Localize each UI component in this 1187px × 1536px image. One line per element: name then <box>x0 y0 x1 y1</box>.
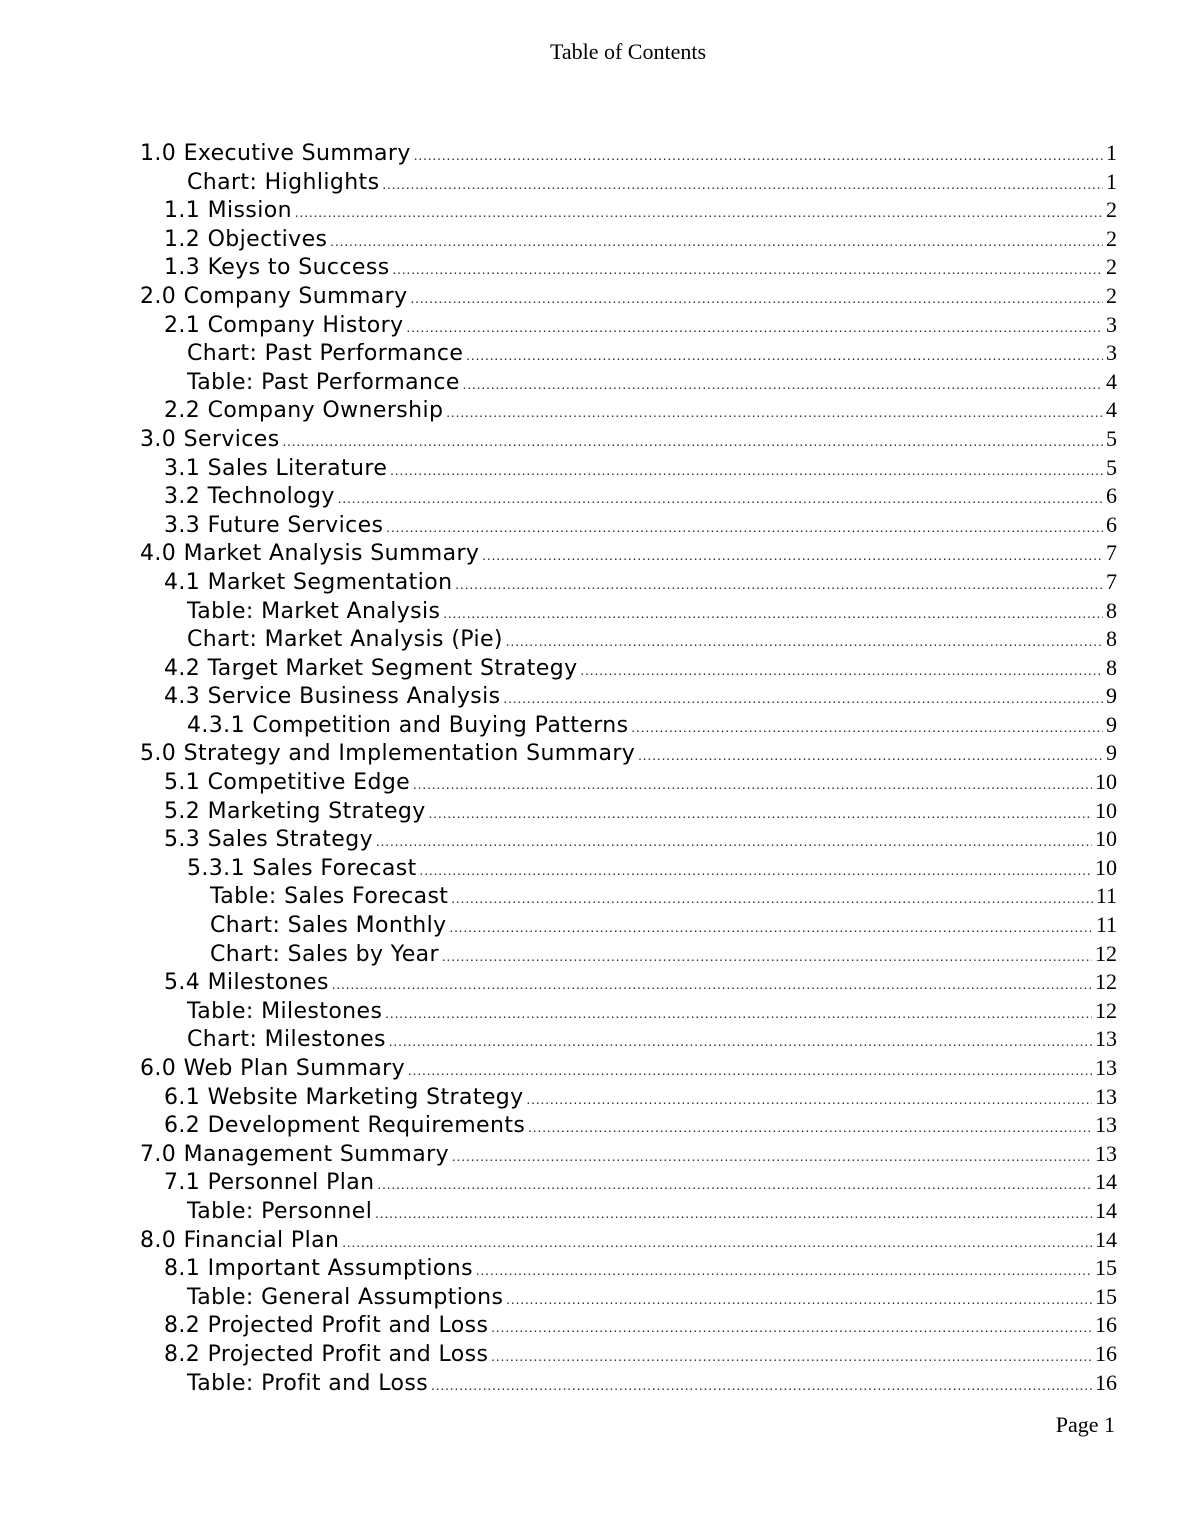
toc-entry-page-number: 12 <box>1095 940 1117 966</box>
toc-entry-label: 4.3 Service Business Analysis <box>164 684 501 710</box>
toc-entry[interactable] <box>140 569 1117 598</box>
toc-entry-label: 2.0 Company Summary <box>140 283 408 309</box>
toc-entry-label: Table: Personnel <box>187 1198 373 1224</box>
toc-entry-label: 7.1 Personnel Plan <box>164 1170 375 1196</box>
toc-entry[interactable] <box>140 397 1117 426</box>
toc-entry-page-number: 12 <box>1095 997 1117 1023</box>
dot-leader <box>385 1007 1092 1023</box>
toc-entry-page-number: 7 <box>1106 540 1117 566</box>
dot-leader <box>375 1207 1092 1223</box>
dot-leader <box>491 1321 1092 1337</box>
toc-entry[interactable] <box>140 197 1117 226</box>
dot-leader <box>446 406 1103 422</box>
toc-entry[interactable] <box>140 1341 1117 1370</box>
toc-entry-page-number: 13 <box>1095 1083 1117 1109</box>
toc-entry-label: 6.1 Website Marketing Strategy <box>164 1084 524 1110</box>
toc-entry-label: 3.0 Services <box>140 426 280 452</box>
toc-entry[interactable] <box>140 426 1117 455</box>
toc-entry[interactable] <box>140 226 1117 255</box>
toc-entry[interactable] <box>140 998 1117 1027</box>
toc-entry-label: 6.2 Development Requirements <box>164 1113 526 1139</box>
dot-leader <box>420 864 1092 880</box>
toc-entry[interactable] <box>140 1198 1117 1227</box>
toc-entry[interactable] <box>140 1169 1117 1198</box>
toc-entry[interactable] <box>140 941 1117 970</box>
toc-entry[interactable] <box>140 512 1117 541</box>
dot-leader <box>386 521 1103 537</box>
toc-entry-label: 1.0 Executive Summary <box>140 141 411 166</box>
toc-entry-page-number: 10 <box>1095 854 1117 880</box>
dot-leader <box>376 835 1092 851</box>
toc-entry-label: 1.1 Mission <box>164 198 292 224</box>
toc-entry-label: 5.0 Strategy and Implementation Summary <box>140 741 636 767</box>
toc-entry[interactable] <box>140 1026 1117 1055</box>
toc-entry[interactable] <box>140 598 1117 627</box>
toc-entry-page-number: 13 <box>1095 1112 1117 1138</box>
toc-entry-page-number: 5 <box>1106 454 1117 480</box>
toc-entry[interactable] <box>140 1312 1117 1341</box>
dot-leader <box>411 292 1103 308</box>
toc-entry-page-number: 10 <box>1095 769 1117 795</box>
toc-entry-page-number: 1 <box>1106 168 1117 194</box>
toc-entry[interactable] <box>140 655 1117 684</box>
toc-entry[interactable] <box>140 769 1117 798</box>
toc-entry[interactable] <box>140 626 1117 655</box>
toc-entry-page-number: 3 <box>1106 340 1117 366</box>
toc-entry-page-number: 6 <box>1106 483 1117 509</box>
toc-entry-label: Chart: Past Performance <box>187 341 464 367</box>
toc-entry-page-number: 9 <box>1106 711 1117 737</box>
toc-entry-label: 4.2 Target Market Segment Strategy <box>164 655 578 681</box>
toc-entry-page-number: 11 <box>1095 912 1117 938</box>
dot-leader <box>506 1293 1092 1309</box>
dot-leader <box>455 578 1103 594</box>
dot-leader <box>342 1236 1092 1252</box>
toc-entry[interactable] <box>140 254 1117 283</box>
toc-entry-page-number: 8 <box>1106 597 1117 623</box>
toc-entry[interactable] <box>140 369 1117 398</box>
toc-entry[interactable] <box>140 712 1117 741</box>
toc-entry-label: 8.1 Important Assumptions <box>164 1256 473 1282</box>
dot-leader <box>330 235 1103 251</box>
toc-entry-page-number: 12 <box>1095 969 1117 995</box>
toc-entry-label: 4.3.1 Competition and Buying Patterns <box>187 712 629 738</box>
toc-entry-page-number: 7 <box>1106 568 1117 594</box>
toc-entry[interactable] <box>140 1141 1117 1170</box>
toc-entry-page-number: 3 <box>1106 311 1117 337</box>
toc-entry-page-number: 16 <box>1095 1312 1117 1338</box>
dot-leader <box>452 1150 1092 1166</box>
dot-leader <box>390 464 1103 480</box>
toc-entry-page-number: 14 <box>1095 1169 1117 1195</box>
toc-entry[interactable] <box>140 340 1117 369</box>
dot-leader <box>389 1035 1092 1051</box>
toc-entry[interactable] <box>140 1370 1117 1399</box>
dot-leader <box>407 321 1103 337</box>
dot-leader <box>631 721 1103 737</box>
toc-entry-page-number: 4 <box>1106 368 1117 394</box>
dot-leader <box>408 1064 1092 1080</box>
toc-entry-page-number: 13 <box>1095 1026 1117 1052</box>
toc-entry[interactable] <box>140 740 1117 769</box>
toc-entry-page-number: 15 <box>1095 1255 1117 1281</box>
toc-entry-label: 3.2 Technology <box>164 484 335 510</box>
dot-leader <box>466 349 1103 365</box>
toc-entry-page-number: 5 <box>1106 425 1117 451</box>
toc-entry-page-number: 9 <box>1106 683 1117 709</box>
dot-leader <box>451 892 1092 908</box>
toc-entry-label: 5.1 Competitive Edge <box>164 770 411 796</box>
toc-entry-page-number: 1 <box>1106 140 1117 165</box>
dot-leader <box>431 1379 1092 1395</box>
dot-leader <box>443 607 1103 623</box>
toc-entry-label: Table: Past Performance <box>187 369 460 395</box>
table-of-contents <box>140 140 1117 1398</box>
toc-entry[interactable] <box>140 912 1117 941</box>
toc-entry-label: 7.0 Management Summary <box>140 1141 450 1167</box>
dot-leader <box>429 807 1092 823</box>
toc-entry-label: Table: Market Analysis <box>187 598 441 624</box>
toc-entry-label: Table: General Assumptions <box>187 1284 504 1310</box>
page-number-footer: Page 1 <box>1055 1412 1115 1437</box>
toc-entry-label: 4.1 Market Segmentation <box>164 569 453 595</box>
toc-entry-label: Chart: Sales Monthly <box>210 913 447 939</box>
dot-leader <box>491 1350 1092 1366</box>
dot-leader <box>482 549 1103 565</box>
dot-leader <box>382 178 1103 194</box>
toc-entry-label: Table: Milestones <box>187 998 383 1024</box>
toc-entry[interactable] <box>140 683 1117 712</box>
toc-entry-page-number: 13 <box>1095 1055 1117 1080</box>
toc-entry[interactable] <box>140 883 1117 912</box>
toc-entry-page-number: 6 <box>1106 511 1117 537</box>
toc-entry-page-number: 10 <box>1095 826 1117 852</box>
toc-entry-label: 3.3 Future Services <box>164 512 384 538</box>
toc-entry-page-number: 11 <box>1095 883 1117 909</box>
toc-entry[interactable] <box>140 1055 1117 1084</box>
toc-entry-label: 2.2 Company Ownership <box>164 398 444 424</box>
toc-entry-label: 5.3 Sales Strategy <box>164 827 373 853</box>
toc-entry[interactable] <box>140 1227 1117 1256</box>
toc-entry[interactable] <box>140 1284 1117 1313</box>
dot-leader <box>638 749 1103 765</box>
toc-entry-label: 3.1 Sales Literature <box>164 455 388 481</box>
dot-leader <box>295 206 1103 222</box>
dot-leader <box>450 921 1093 937</box>
toc-entry-page-number: 10 <box>1095 797 1117 823</box>
toc-entry-label: 4.0 Market Analysis Summary <box>140 541 480 567</box>
toc-entry-page-number: 2 <box>1106 254 1117 280</box>
toc-entry-label: 5.3.1 Sales Forecast <box>187 855 417 881</box>
dot-leader <box>338 492 1103 508</box>
toc-entry-label: 8.2 Projected Profit and Loss <box>164 1313 489 1339</box>
dot-leader <box>463 378 1103 394</box>
toc-entry-page-number: 15 <box>1095 1283 1117 1309</box>
toc-entry[interactable] <box>140 855 1117 884</box>
toc-entry-page-number: 4 <box>1106 397 1117 423</box>
toc-entry-label: 5.4 Milestones <box>164 970 329 996</box>
dot-leader <box>414 149 1103 165</box>
toc-entry[interactable] <box>140 540 1117 569</box>
toc-entry-label: Chart: Market Analysis (Pie) <box>187 627 503 653</box>
toc-entry-page-number: 8 <box>1106 626 1117 652</box>
toc-entry[interactable] <box>140 483 1117 512</box>
toc-entry-label: Chart: Highlights <box>187 169 380 195</box>
toc-entry-page-number: 2 <box>1106 225 1117 251</box>
toc-entry[interactable] <box>140 826 1117 855</box>
dot-leader <box>413 778 1092 794</box>
toc-entry[interactable] <box>140 1255 1117 1284</box>
toc-entry[interactable] <box>140 969 1117 998</box>
toc-entry-label: 8.0 Financial Plan <box>140 1227 340 1253</box>
toc-entry-page-number: 2 <box>1106 282 1117 308</box>
toc-entry[interactable] <box>140 1084 1117 1113</box>
toc-entry-page-number: 8 <box>1106 654 1117 680</box>
toc-entry[interactable] <box>140 798 1117 827</box>
dot-leader <box>476 1264 1092 1280</box>
dot-leader <box>393 263 1103 279</box>
toc-entry[interactable] <box>140 283 1117 312</box>
toc-entry[interactable] <box>140 169 1117 198</box>
toc-entry-page-number: 14 <box>1095 1197 1117 1223</box>
toc-entry-page-number: 9 <box>1106 740 1117 766</box>
toc-entry-label: 1.3 Keys to Success <box>164 255 390 281</box>
toc-entry-page-number: 16 <box>1095 1369 1117 1395</box>
toc-entry-page-number: 2 <box>1106 197 1117 223</box>
dot-leader <box>442 950 1092 966</box>
toc-entry[interactable] <box>140 140 1117 169</box>
toc-entry-label: 2.1 Company History <box>164 312 404 338</box>
toc-entry-page-number: 16 <box>1095 1340 1117 1366</box>
toc-entry-label: Table: Sales Forecast <box>210 884 449 910</box>
dot-leader <box>527 1093 1092 1109</box>
toc-entry-label: 5.2 Marketing Strategy <box>164 798 426 824</box>
dot-leader <box>504 692 1103 708</box>
toc-entry[interactable] <box>140 455 1117 484</box>
dot-leader <box>378 1178 1093 1194</box>
toc-entry-label: Table: Profit and Loss <box>187 1370 429 1396</box>
toc-entry-label: 1.2 Objectives <box>164 226 328 252</box>
toc-entry-page-number: 13 <box>1095 1140 1117 1166</box>
dot-leader <box>283 435 1103 451</box>
toc-entry[interactable] <box>140 1112 1117 1141</box>
dot-leader <box>332 978 1092 994</box>
toc-entry-label: 6.0 Web Plan Summary <box>140 1056 406 1081</box>
dot-leader <box>528 1121 1092 1137</box>
toc-entry-page-number: 14 <box>1095 1226 1117 1252</box>
toc-entry[interactable] <box>140 312 1117 341</box>
dot-leader <box>581 664 1103 680</box>
toc-entry-label: 8.2 Projected Profit and Loss <box>164 1341 489 1367</box>
dot-leader <box>506 635 1103 651</box>
page-title: Table of Contents <box>549 39 707 64</box>
toc-entry-label: Chart: Milestones <box>187 1027 386 1053</box>
toc-entry-label: Chart: Sales by Year <box>210 941 439 967</box>
